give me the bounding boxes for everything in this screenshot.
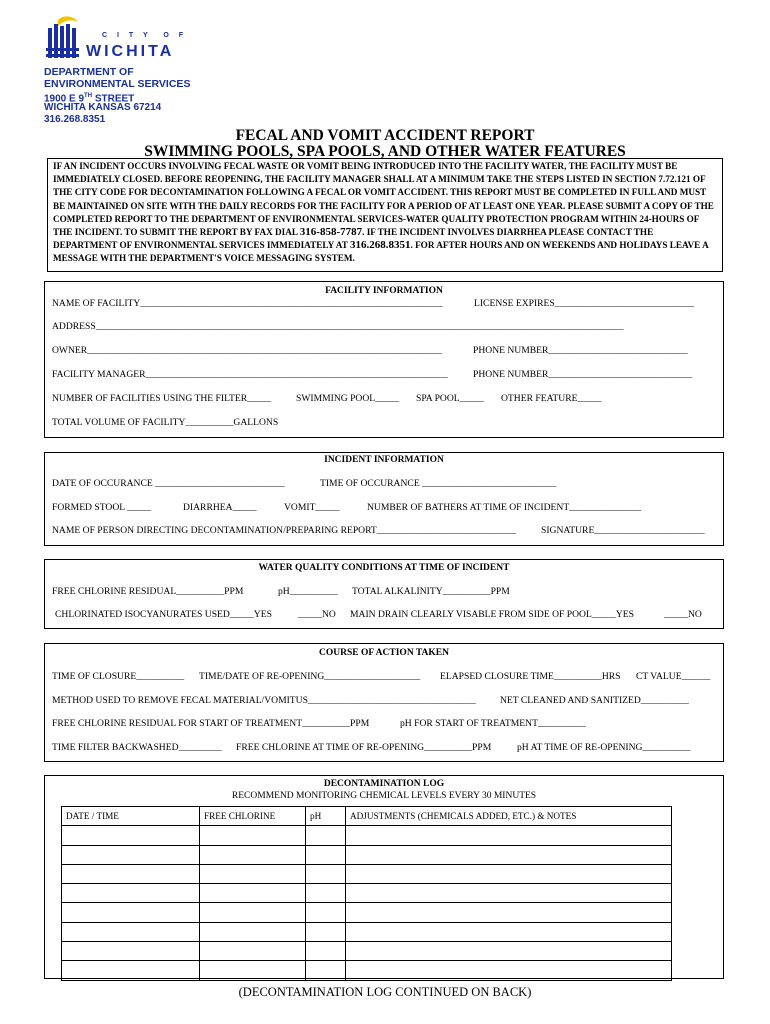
log-col-date-time: DATE / TIME — [62, 807, 200, 826]
log-cell[interactable] — [62, 961, 200, 980]
vomit-field[interactable]: VOMIT_____ — [284, 502, 340, 513]
log-row — [62, 922, 672, 941]
log-cell[interactable] — [346, 961, 672, 980]
main-drain-no-field[interactable]: _____NO — [664, 609, 702, 620]
log-cell[interactable] — [62, 884, 200, 903]
log-header-row — [62, 807, 672, 826]
log-cell[interactable] — [62, 845, 200, 864]
log-cell[interactable] — [346, 903, 672, 922]
log-cell[interactable] — [200, 903, 306, 922]
fc-start-treatment-field[interactable]: FREE CHLORINE RESIDUAL FOR START OF TREATMENT__________PPM — [52, 718, 370, 729]
log-row — [62, 845, 672, 864]
log-cell[interactable] — [62, 826, 200, 845]
log-col-free-chlorine: FREE CHLORINE — [200, 807, 306, 826]
city-state-zip: WICHITA KANSAS 67214 — [44, 102, 162, 113]
time-of-occurance-field[interactable]: TIME OF OCCURANCE ____________________________ — [320, 478, 557, 489]
log-row — [62, 884, 672, 903]
free-chlorine-residual-field[interactable]: FREE CHLORINE RESIDUAL__________PPM — [52, 586, 244, 597]
department-line2: ENVIRONMENTAL SERVICES — [44, 78, 191, 90]
city-logo — [44, 14, 188, 62]
log-cell[interactable] — [62, 864, 200, 883]
log-cell[interactable] — [200, 864, 306, 883]
number-of-facilities-field[interactable]: NUMBER OF FACILITIES USING THE FILTER_____ — [52, 393, 272, 404]
ph-field[interactable]: pH__________ — [278, 586, 338, 597]
street-address: 1900 E 9TH STREET — [44, 93, 135, 105]
ph-start-treatment-field[interactable]: pH FOR START OF TREATMENT__________ — [400, 718, 586, 729]
log-row — [62, 942, 672, 961]
course-of-action-heading: COURSE OF ACTION TAKEN — [319, 648, 449, 658]
number-of-bathers-field[interactable]: NUMBER OF BATHERS AT TIME OF INCIDENT_______________ — [367, 502, 642, 513]
decontamination-log-heading: DECONTAMINATION LOG — [323, 779, 445, 789]
log-cell[interactable] — [306, 884, 346, 903]
address-field[interactable]: ADDRESS______________________________________________________________________________________________________________ — [52, 321, 624, 332]
ph-reopening-field[interactable]: pH AT TIME OF RE-OPENING__________ — [517, 742, 691, 753]
water-quality-heading: WATER QUALITY CONDITIONS AT TIME OF INCIDENT — [258, 563, 510, 573]
decontamination-log-table — [61, 806, 672, 981]
logo-city-of: C I T Y O F — [102, 32, 188, 39]
ct-value-field[interactable]: CT VALUE______ — [636, 671, 711, 682]
log-cell[interactable] — [62, 903, 200, 922]
log-row — [62, 864, 672, 883]
report-title: FECAL AND VOMIT ACCIDENT REPORT — [235, 127, 535, 144]
license-expires-field[interactable]: LICENSE EXPIRES_____________________________ — [474, 298, 694, 309]
net-cleaned-field[interactable]: NET CLEANED AND SANITIZED__________ — [500, 695, 689, 706]
instructions-notice: IF AN INCIDENT OCCURS INVOLVING FECAL WASTE OR VOMIT BEING INTRODUCED INTO THE FACILITY WATER, THE FACILITY MUST BE IMMEDIATELY CLOSED. BEFORE REOPENING, THE FACILITY MANAGER SHALL AT A MINIMUM TAKE THE STEPS LISTED IN SECTION 7.72.121 OF THE CITY CODE FOR DECONTAMINATION FOLLOWING A FECAL OR VOMIT ACCIDENT. THIS REPORT MUST BE COMPLETED IN FULL AND MUST BE MAINTAINED ON SITE WITH THE DAILY RECORDS FOR THE FACILITY FOR A PERIOD OF AT LEAST ONE YEAR. PLEASE SUBMIT A COPY OF THE COMPLETED REPORT TO THE DEPARTMENT OF ENVIRONMENTAL SERVICES-WATER QUALITY PROTECTION PROGRAM WITHIN 24-HOURS OF THE INCIDENT. TO SUBMIT THE REPORT BY FAX DIAL 316-858-7787. IF THE INCIDENT INVOLVES DIARRHEA PLEASE CONTACT THE DEPARTMENT OF ENVIRONMENTAL SERVICES IMMEDIATELY AT 316.268.8351. FOR AFTER HOURS AND ON WEEKENDS AND HOLIDAYS LEAVE A MESSAGE WITH THE DEPARTMENT'S VOICE MESSAGING SYSTEM. — [47, 158, 723, 272]
manager-phone-field[interactable]: PHONE NUMBER______________________________ — [473, 369, 693, 380]
owner-phone-field[interactable]: PHONE NUMBER_____________________________ — [473, 345, 688, 356]
log-cell[interactable] — [200, 826, 306, 845]
signature-field[interactable]: SIGNATURE_______________________ — [541, 525, 705, 536]
formed-stool-field[interactable]: FORMED STOOL _____ — [52, 502, 152, 513]
incident-heading: INCIDENT INFORMATION — [324, 455, 444, 465]
log-cell[interactable] — [306, 903, 346, 922]
main-drain-yes-field[interactable]: MAIN DRAIN CLEARLY VISABLE FROM SIDE OF POOL_____YES — [350, 609, 634, 620]
report-subtitle: SWIMMING POOLS, SPA POOLS, AND OTHER WATER FEATURES — [144, 143, 626, 160]
spa-pool-field[interactable]: SPA POOL_____ — [416, 393, 484, 404]
city-of-wichita-flag-icon — [44, 14, 84, 62]
time-of-closure-field[interactable]: TIME OF CLOSURE__________ — [52, 671, 185, 682]
log-cell[interactable] — [62, 942, 200, 961]
log-cell[interactable] — [346, 826, 672, 845]
date-of-occurance-field[interactable]: DATE OF OCCURANCE ___________________________ — [52, 478, 285, 489]
log-cell[interactable] — [346, 942, 672, 961]
log-cell[interactable] — [306, 864, 346, 883]
log-cell[interactable] — [200, 961, 306, 980]
filter-backwashed-field[interactable]: TIME FILTER BACKWASHED_________ — [52, 742, 222, 753]
log-cell[interactable] — [346, 884, 672, 903]
diarrhea-field[interactable]: DIARRHEA_____ — [183, 502, 257, 513]
logo-wichita: WICHITA — [86, 43, 175, 60]
log-cell[interactable] — [306, 826, 346, 845]
log-cell[interactable] — [200, 845, 306, 864]
elapsed-closure-field[interactable]: ELAPSED CLOSURE TIME__________HRS — [440, 671, 621, 682]
log-cell[interactable] — [306, 942, 346, 961]
log-cell[interactable] — [200, 922, 306, 941]
total-alkalinity-field[interactable]: TOTAL ALKALINITY__________PPM — [352, 586, 510, 597]
log-row — [62, 826, 672, 845]
log-cell[interactable] — [346, 864, 672, 883]
total-volume-field[interactable]: TOTAL VOLUME OF FACILITY__________GALLONS — [52, 417, 279, 428]
facility-manager-field[interactable]: FACILITY MANAGER_______________________________________________________________ — [52, 369, 448, 380]
log-cell[interactable] — [306, 961, 346, 980]
owner-field[interactable]: OWNER__________________________________________________________________________ — [52, 345, 443, 356]
log-cell[interactable] — [306, 922, 346, 941]
removal-method-field[interactable]: METHOD USED TO REMOVE FECAL MATERIAL/VOMITUS___________________________________ — [52, 695, 476, 706]
log-cell[interactable] — [200, 884, 306, 903]
log-row — [62, 961, 672, 980]
chlorinated-isocyanurates-no-field[interactable]: _____NO — [298, 609, 336, 620]
fc-reopening-field[interactable]: FREE CHLORINE AT TIME OF RE-OPENING__________PPM — [236, 742, 492, 753]
log-cell[interactable] — [306, 845, 346, 864]
continued-on-back-note: (DECONTAMINATION LOG CONTINUED ON BACK) — [238, 985, 532, 999]
log-cell[interactable] — [62, 922, 200, 941]
chlorinated-isocyanurates-yes-field[interactable]: CHLORINATED ISOCYANURATES USED_____YES — [55, 609, 272, 620]
log-col-adjustments: ADJUSTMENTS (CHEMICALS ADDED, ETC.) & NOTES — [346, 807, 672, 826]
log-cell[interactable] — [200, 942, 306, 961]
department-phone: 316.268.8351 — [44, 114, 106, 125]
log-cell[interactable] — [346, 845, 672, 864]
reopening-field[interactable]: TIME/DATE OF RE-OPENING____________________ — [199, 671, 421, 682]
other-feature-field[interactable]: OTHER FEATURE_____ — [501, 393, 602, 404]
log-col-ph: pH — [306, 807, 346, 826]
person-directing-field[interactable]: NAME OF PERSON DIRECTING DECONTAMINATION/PREPARING REPORT_____________________________ — [52, 525, 516, 536]
decontamination-log-subheading: RECOMMEND MONITORING CHEMICAL LEVELS EVERY 30 MINUTES — [231, 791, 537, 801]
log-cell[interactable] — [346, 922, 672, 941]
swimming-pool-field[interactable]: SWIMMING POOL_____ — [296, 393, 400, 404]
log-row — [62, 903, 672, 922]
department-line1: DEPARTMENT OF — [44, 66, 134, 78]
facility-heading: FACILITY INFORMATION — [325, 286, 443, 296]
facility-name-field[interactable]: NAME OF FACILITY_______________________________________________________________ — [52, 298, 443, 309]
